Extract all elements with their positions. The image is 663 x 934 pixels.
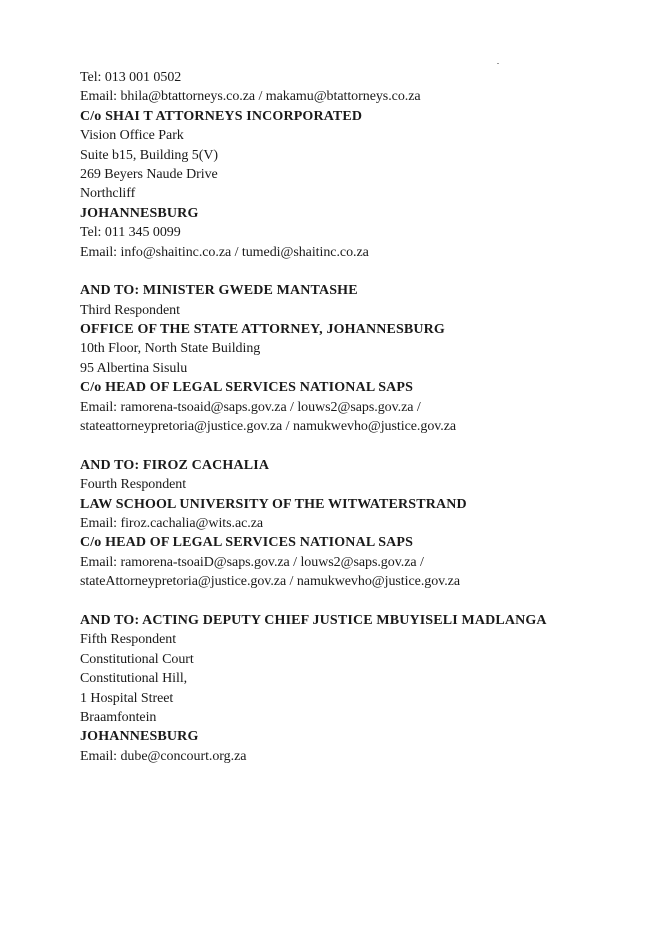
address-line: 10th Floor, North State Building xyxy=(80,341,261,357)
address-line: 1 Hospital Street xyxy=(80,690,174,706)
address-line: 95 Albertina Sisulu xyxy=(80,360,188,376)
institution-heading: LAW SCHOOL UNIVERSITY OF THE WITWATERSTRAND xyxy=(80,496,467,512)
email-line: Email: dube@concourt.org.za xyxy=(80,748,247,764)
city-heading: JOHANNESBURG xyxy=(80,729,199,745)
scan-speck xyxy=(497,63,499,64)
tel-line: Tel: 013 001 0502 xyxy=(80,70,182,85)
address-line: Constitutional Court xyxy=(80,651,194,667)
service-list xyxy=(80,68,640,766)
respondent-role: Fifth Respondent xyxy=(80,632,177,648)
section-gap xyxy=(80,436,640,455)
email-line: Email: firoz.cachalia@wits.ac.za xyxy=(80,515,264,531)
respondent-heading: AND TO: ACTING DEPUTY CHIEF JUSTICE MBUYISELI MADLANGA xyxy=(80,612,547,628)
third-respondent-block xyxy=(80,281,640,436)
respondent-heading: AND TO: FIROZ CACHALIA xyxy=(80,457,270,473)
section-gap xyxy=(80,592,640,611)
city-heading: JOHANNESBURG xyxy=(80,205,199,221)
tel-line: Tel: 011 345 0099 xyxy=(80,225,181,241)
address-line: 269 Beyers Naude Drive xyxy=(80,166,218,182)
email-line: stateAttorneypretoria@justice.gov.za / namukwevho@justice.gov.za xyxy=(80,574,460,590)
address-line: Northcliff xyxy=(80,186,136,202)
respondent-role: Fourth Respondent xyxy=(80,477,187,493)
office-heading: OFFICE OF THE STATE ATTORNEY, JOHANNESBURG xyxy=(80,322,445,338)
section-gap xyxy=(80,262,640,281)
email-line: stateattorneypretoria@justice.gov.za / namukwevho@justice.gov.za xyxy=(80,419,457,435)
fourth-respondent-block xyxy=(80,456,640,592)
fifth-respondent-block xyxy=(80,611,640,766)
address-line: Braamfontein xyxy=(80,709,157,725)
respondent-role: Third Respondent xyxy=(80,302,180,318)
care-of-firm-heading: C/o SHAI T ATTORNEYS INCORPORATED xyxy=(80,108,363,124)
email-line: Email: ramorena-tsoaiD@saps.gov.za / louws2@saps.gov.za / xyxy=(80,554,424,570)
care-of-heading: C/o HEAD OF LEGAL SERVICES NATIONAL SAPS xyxy=(80,380,414,396)
address-line: Constitutional Hill, xyxy=(80,671,188,687)
address-line: Vision Office Park xyxy=(80,128,184,144)
address-line: Suite b15, Building 5(V) xyxy=(80,147,219,163)
email-line: Email: bhila@btattorneys.co.za / makamu@btattorneys.co.za xyxy=(80,89,421,105)
attorney-block-continuation xyxy=(80,68,640,262)
email-line: Email: ramorena-tsoaid@saps.gov.za / louws2@saps.gov.za / xyxy=(80,399,421,415)
email-line: Email: info@shaitinc.co.za / tumedi@shaitinc.co.za xyxy=(80,244,369,260)
respondent-heading: AND TO: MINISTER GWEDE MANTASHE xyxy=(80,283,358,299)
care-of-heading: C/o HEAD OF LEGAL SERVICES NATIONAL SAPS xyxy=(80,535,414,551)
